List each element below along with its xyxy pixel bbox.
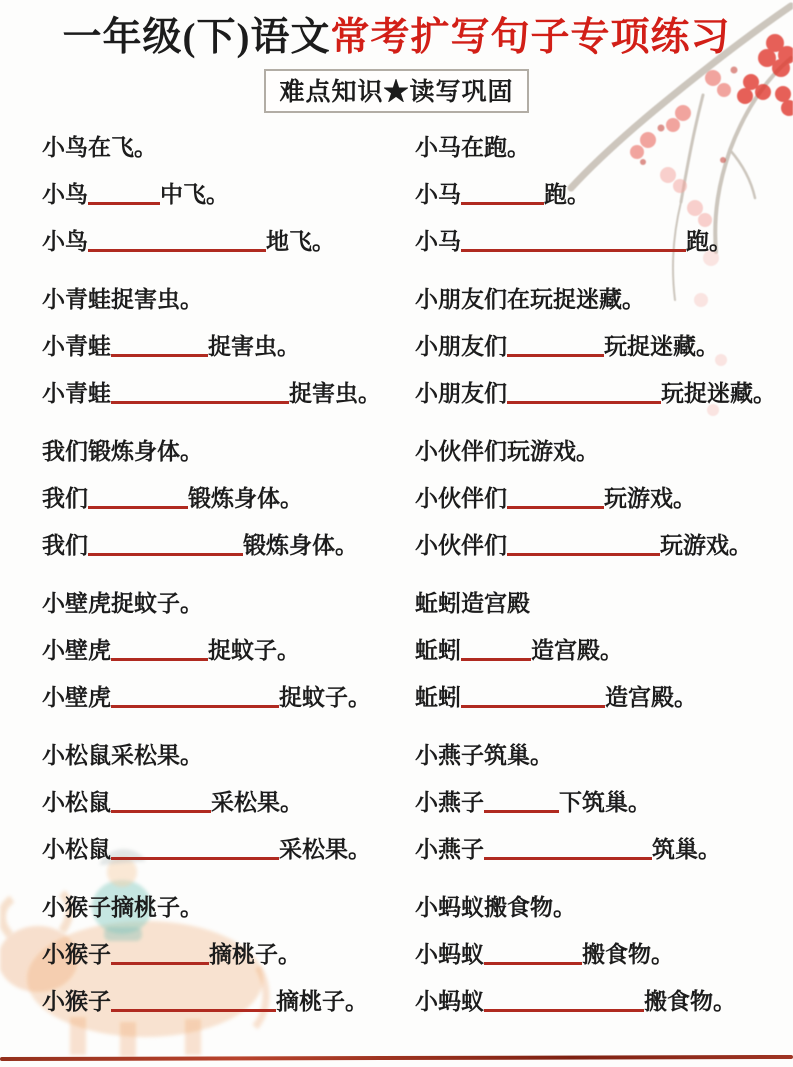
- sentence-line: [415, 978, 781, 1025]
- fill-in-blank: [111, 331, 208, 357]
- sentence-text: 我们: [42, 533, 88, 558]
- exercise-group: [42, 276, 415, 417]
- sentence-text: 小壁虎捉蚊子。: [42, 591, 203, 616]
- fill-in-blank: [88, 530, 243, 556]
- sentence-line: [415, 674, 781, 721]
- sentence-text: 中飞。: [160, 182, 229, 207]
- fill-in-blank: [88, 179, 160, 205]
- sentence-text: 小马: [415, 229, 461, 254]
- fill-in-blank: [111, 939, 209, 965]
- sentence-text: 小朋友们: [415, 381, 507, 406]
- fill-in-blank: [507, 378, 661, 404]
- sentence-line: [42, 978, 415, 1025]
- exercise-group: [415, 884, 781, 1025]
- sentence-line: [42, 779, 415, 826]
- sentence-text: 小蚂蚁: [415, 942, 484, 967]
- sentence-line: [42, 732, 415, 779]
- sentence-text: 下筑巢。: [559, 790, 651, 815]
- sentence-text: 搬食物。: [644, 989, 736, 1014]
- sentence-line: [415, 732, 781, 779]
- sentence-line: [42, 580, 415, 627]
- sentence-text: 搬食物。: [582, 942, 674, 967]
- sentence-line: [415, 475, 781, 522]
- sentence-line: [415, 370, 781, 417]
- sentence-text: 蚯蚓: [415, 685, 461, 710]
- sentence-text: 小燕子: [415, 837, 484, 862]
- fill-in-blank: [461, 635, 531, 661]
- sentence-line: [415, 627, 781, 674]
- page-title: [0, 0, 793, 60]
- exercise-group: [415, 276, 781, 417]
- exercise-group: [42, 428, 415, 569]
- sentence-line: [415, 580, 781, 627]
- bottom-divider-line: [0, 1055, 793, 1061]
- sentence-text: 小伙伴们: [415, 533, 507, 558]
- sentence-text: 采松果。: [279, 837, 371, 862]
- sentence-text: 小鸟: [42, 182, 88, 207]
- sentence-text: 锻炼身体。: [188, 486, 303, 511]
- sentence-text: 捉蚊子。: [279, 685, 371, 710]
- sentence-text: 小马: [415, 182, 461, 207]
- sentence-text: 小壁虎: [42, 638, 111, 663]
- sentence-text: 小马在跑。: [415, 135, 530, 160]
- sentence-line: [415, 522, 781, 569]
- sentence-text: 地飞。: [266, 229, 335, 254]
- sentence-line: [415, 218, 781, 265]
- sentence-text: 蚯蚓造宫殿: [415, 591, 530, 616]
- exercise-group: [415, 428, 781, 569]
- sentence-text: 小青蛙: [42, 381, 111, 406]
- fill-in-blank: [111, 378, 289, 404]
- sentence-text: 玩捉迷藏。: [661, 381, 776, 406]
- fill-in-blank: [111, 986, 276, 1012]
- fill-in-blank: [461, 179, 544, 205]
- exercise-group: [42, 124, 415, 265]
- sentence-text: 小青蛙: [42, 334, 111, 359]
- sentence-text: 我们: [42, 486, 88, 511]
- sentence-text: 玩游戏。: [604, 486, 696, 511]
- fill-in-blank: [88, 483, 188, 509]
- fill-in-blank: [111, 787, 211, 813]
- exercise-group: [42, 884, 415, 1025]
- fill-in-blank: [507, 530, 660, 556]
- sentence-line: [415, 428, 781, 475]
- sentence-text: 小鸟: [42, 229, 88, 254]
- sentence-text: 小燕子: [415, 790, 484, 815]
- sentence-text: 小松鼠采松果。: [42, 743, 203, 768]
- title-grade-part: 一年级(下)语文: [62, 16, 331, 59]
- sentence-text: 造宫殿。: [605, 685, 697, 710]
- sentence-line: [42, 522, 415, 569]
- sentence-text: 采松果。: [211, 790, 303, 815]
- fill-in-blank: [507, 331, 604, 357]
- sentence-text: 小猴子: [42, 942, 111, 967]
- sentence-text: 蚯蚓: [415, 638, 461, 663]
- sentence-line: [42, 171, 415, 218]
- exercise-group: [42, 580, 415, 721]
- sentence-text: 小伙伴们玩游戏。: [415, 439, 599, 464]
- exercise-columns: [42, 124, 781, 1036]
- left-column: [42, 124, 415, 1036]
- sentence-text: 跑。: [544, 182, 590, 207]
- sentence-line: [415, 826, 781, 873]
- sentence-line: [42, 428, 415, 475]
- sentence-text: 小松鼠: [42, 790, 111, 815]
- sentence-line: [415, 884, 781, 931]
- sentence-text: 小松鼠: [42, 837, 111, 862]
- sentence-line: [42, 674, 415, 721]
- fill-in-blank: [484, 939, 582, 965]
- sentence-text: 捉害虫。: [289, 381, 381, 406]
- sentence-line: [42, 475, 415, 522]
- sentence-line: [42, 124, 415, 171]
- fill-in-blank: [88, 226, 266, 252]
- sentence-line: [42, 931, 415, 978]
- sentence-text: 小朋友们: [415, 334, 507, 359]
- sentence-text: 小伙伴们: [415, 486, 507, 511]
- fill-in-blank: [111, 682, 279, 708]
- sentence-text: 捉害虫。: [208, 334, 300, 359]
- sentence-line: [415, 171, 781, 218]
- sentence-text: 筑巢。: [652, 837, 721, 862]
- subtitle-badge: 难点知识★读写巩固: [264, 69, 528, 113]
- sentence-line: [415, 124, 781, 171]
- sentence-line: [415, 779, 781, 826]
- sentence-line: [42, 884, 415, 931]
- sentence-text: 小蚂蚁: [415, 989, 484, 1014]
- fill-in-blank: [484, 834, 652, 860]
- fill-in-blank: [111, 834, 279, 860]
- sentence-line: [42, 627, 415, 674]
- title-topic-part: 常考扩写句子专项练习: [330, 16, 731, 59]
- exercise-group: [42, 732, 415, 873]
- sentence-text: 摘桃子。: [276, 989, 368, 1014]
- sentence-text: 玩捉迷藏。: [604, 334, 719, 359]
- sentence-line: [42, 218, 415, 265]
- sentence-text: 小蚂蚁搬食物。: [415, 895, 576, 920]
- sentence-text: 锻炼身体。: [243, 533, 358, 558]
- fill-in-blank: [111, 635, 208, 661]
- right-column: [415, 124, 781, 1036]
- exercise-group: [415, 580, 781, 721]
- fill-in-blank: [484, 787, 559, 813]
- sentence-line: [415, 276, 781, 323]
- subtitle-row: [0, 69, 793, 113]
- sentence-text: 小壁虎: [42, 685, 111, 710]
- sentence-line: [415, 931, 781, 978]
- sentence-text: 造宫殿。: [531, 638, 623, 663]
- sentence-text: 小猴子摘桃子。: [42, 895, 203, 920]
- sentence-text: 小燕子筑巢。: [415, 743, 553, 768]
- sentence-line: [42, 276, 415, 323]
- sentence-line: [42, 370, 415, 417]
- fill-in-blank: [507, 483, 604, 509]
- sentence-text: 摘桃子。: [209, 942, 301, 967]
- fill-in-blank: [461, 682, 605, 708]
- sentence-text: 玩游戏。: [660, 533, 752, 558]
- sentence-line: [42, 826, 415, 873]
- sentence-line: [415, 323, 781, 370]
- exercise-group: [415, 124, 781, 265]
- sentence-text: 捉蚊子。: [208, 638, 300, 663]
- sentence-text: 小青蛙捉害虫。: [42, 287, 203, 312]
- sentence-text: 跑。: [686, 229, 732, 254]
- sentence-text: 我们锻炼身体。: [42, 439, 203, 464]
- fill-in-blank: [484, 986, 644, 1012]
- sentence-line: [42, 323, 415, 370]
- sentence-text: 小朋友们在玩捉迷藏。: [415, 287, 645, 312]
- exercise-group: [415, 732, 781, 873]
- sentence-text: 小鸟在飞。: [42, 135, 157, 160]
- fill-in-blank: [461, 226, 686, 252]
- sentence-text: 小猴子: [42, 989, 111, 1014]
